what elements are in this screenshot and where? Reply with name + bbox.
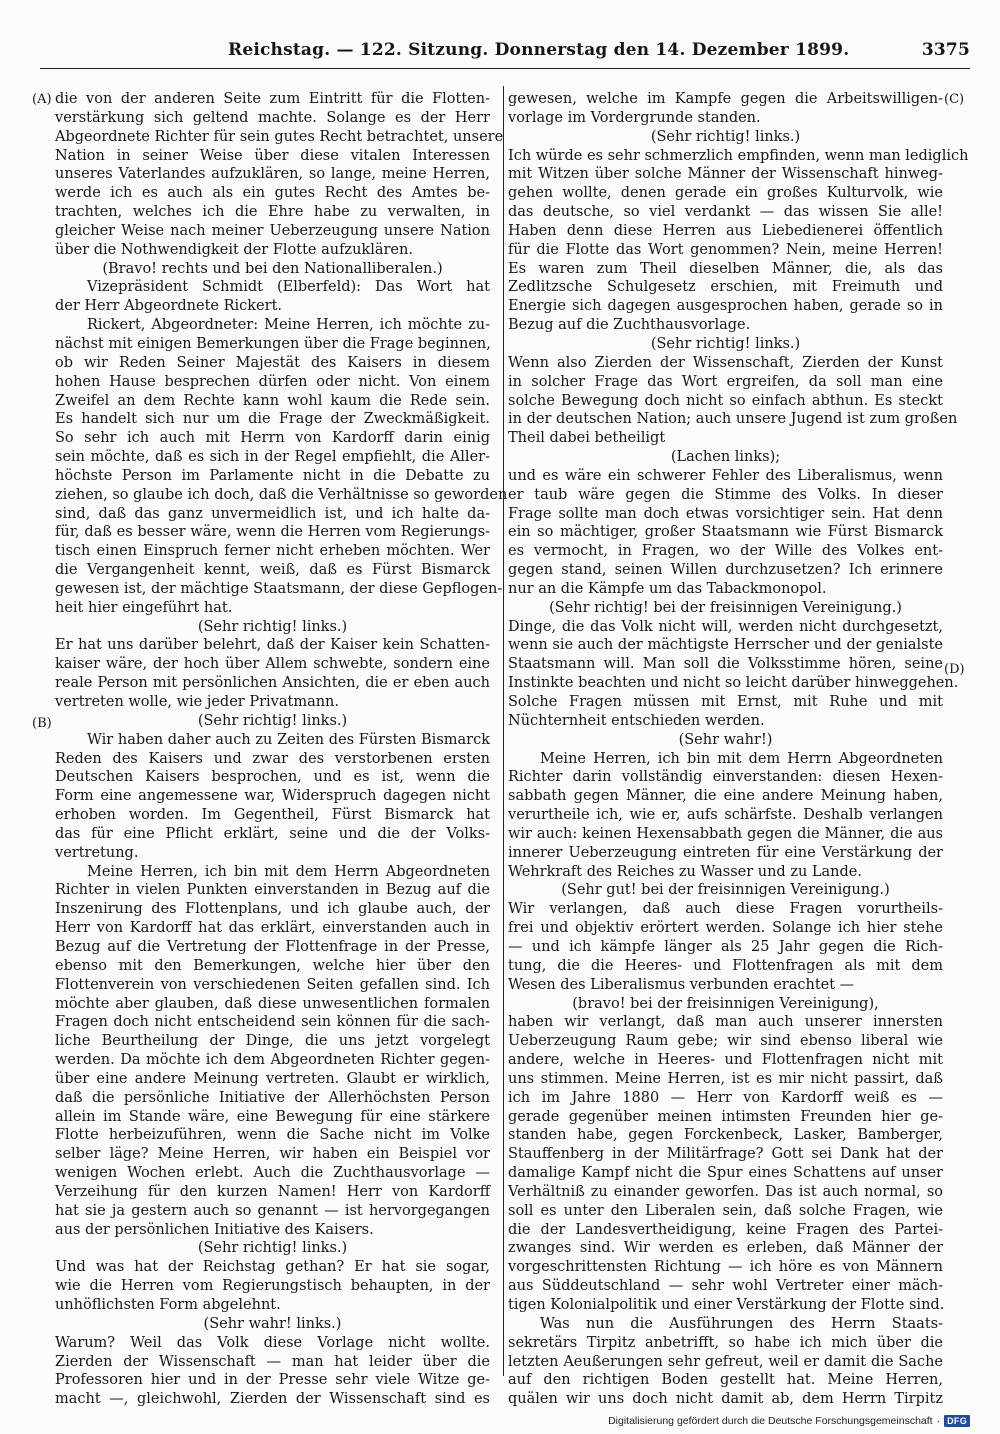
text-line: Es handelt sich nur um die Frage der Zweckmäßigkeit. — [55, 411, 490, 428]
interjection-line: (Sehr richtig! links.) — [197, 712, 348, 729]
text-line: quälen wir uns doch nicht damit ab, dem Herrn Tirpitz — [508, 1391, 943, 1408]
text-line: Er hat uns darüber belehrt, daß der Kaiser kein Schatten- — [55, 637, 490, 654]
text-line: Professoren hier und in der Presse sehr viele Witze ge- — [55, 1372, 490, 1389]
text-line: vertreten wolle, wie jeder Privatmann. — [55, 694, 340, 710]
text-line: über die Nothwendigkeit der Flotte aufzuklären. — [55, 241, 413, 258]
text-line: daß die persönliche Initiative der Allerhöchsten Person — [55, 1089, 490, 1106]
text-line: nur an die Kämpfe um das Tabackmonopol. — [508, 580, 827, 597]
text-line: Wesen des Liberalismus verbunden erachtet — — [508, 976, 855, 993]
text-line: gewesen ist, der mächtige Staatsmann, der diese Gepflogen- — [55, 580, 503, 597]
interjection-line: (Sehr richtig! links.) — [650, 335, 801, 352]
text-line: Bezug auf die Zuchthausvorlage. — [508, 317, 751, 334]
text-line: wir auch: keinen Hexensabbath gegen die Männer, die aus — [508, 825, 943, 842]
text-line: Wir haben daher auch zu Zeiten des Fürsten Bismarck — [87, 731, 490, 748]
text-line: der Herr Abgeordnete Rickert. — [55, 298, 283, 315]
text-line: vorgeschrittensten Richtung — ich höre es von Männern — [508, 1259, 943, 1276]
text-line: Wehrkraft des Reiches zu Wasser und zu Lande. — [508, 863, 862, 880]
text-line: gewesen, welche im Kampfe gegen die Arbeitswilligen- — [508, 91, 943, 107]
text-line: Abgeordnete Richter für sein gutes Recht betrachtet, unsere — [55, 128, 504, 145]
text-line: zwanges sind. Wir werden es erleben, daß Männer der — [508, 1240, 943, 1257]
text-line: — und ich kämpfe länger als 25 Jahr gegen die Rich- — [508, 938, 943, 955]
text-line: Energie sich dagegen ausgesprochen haben, gerade so in — [508, 298, 943, 315]
left-text-column — [55, 90, 508, 1408]
interjection-line: (Bravo! rechts und bei den Nationalliberalen.) — [102, 260, 443, 277]
dfg-logo-icon: DFG — [944, 1415, 970, 1427]
text-line: Fragen doch nicht entscheidend sein können für die sach- — [55, 1014, 490, 1031]
text-line: kaiser wäre, der hoch über Allem schwebte, sondern eine — [55, 656, 490, 673]
text-line: reale Person mit persönlichen Ansichten, die er eben auch — [55, 675, 490, 692]
margin-mark-b: (B) — [32, 716, 52, 731]
text-line: frei und objektiv erörtert werden. Solange ich hier stehe — [508, 920, 943, 937]
interjection-line: (Lachen links); — [670, 449, 781, 466]
text-line: Richter in vielen Punkten einverstanden in Bezug auf die — [55, 882, 490, 899]
text-line: es vermocht, in Fragen, wo der Wille des Volkes ent- — [508, 543, 943, 560]
text-line: gerade gegenüber meinen intimsten Freunden hier ge- — [508, 1108, 943, 1125]
text-line: er taub wäre gegen die Stimme des Volks. In dieser — [508, 486, 943, 503]
text-line: Zweifel an dem Rechte kann wohl kaum die Rede sein. — [55, 392, 490, 409]
text-line: nächst mit einigen Bemerkungen über die Frage beginnen, — [55, 335, 491, 352]
text-line: Stauffenberg in der Militärfrage? Gott sei Dank hat der — [508, 1146, 943, 1163]
text-line: wenn sie auch der mächtigste Herrscher und der genialste — [508, 637, 943, 654]
text-line: Warum? Weil das Volk diese Vorlage nicht wollte. — [55, 1334, 490, 1351]
text-line: Deutschen Kaisers besprochen, und es ist, wenn die — [55, 769, 490, 786]
text-line: für die Flotte das Wort genommen? Nein, meine Herren! — [508, 241, 943, 258]
text-line: Nüchternheit entschieden werden. — [508, 712, 765, 729]
text-line: Haben denn diese Herren aus Liebedienerei öffentlich — [508, 222, 943, 239]
footer-credit — [608, 1414, 970, 1428]
text-line: ziehen, so glaube ich doch, daß die Verhältnisse so geworden — [55, 486, 508, 503]
footer-separator: · — [936, 1415, 941, 1427]
text-line: sind, daß das ganz unvermeidlich ist, und ich halte da- — [55, 505, 490, 522]
text-line: wie die Herren vom Regierungstisch behaupten, in der — [55, 1278, 490, 1295]
text-line: Form eine angemessene war, Widerspruch dagegen nicht — [55, 788, 490, 805]
interjection-line: (Sehr richtig! links.) — [197, 1240, 348, 1257]
text-line: uns stimmen. Meine Herren, ist es mir nicht passirt, daß — [508, 1070, 943, 1087]
text-line: Meine Herren, ich bin mit dem Herrn Abgeordneten — [87, 863, 490, 880]
right-text-column — [508, 90, 969, 1408]
text-line: selber läge? Meine Herren, wir haben ein Beispiel vor — [55, 1146, 490, 1163]
text-line: ich im Jahre 1880 — Herr von Kardorff weiß es — — [508, 1089, 943, 1106]
text-line: tung, die die Heeres- und Flottenfragen als mit dem — [508, 957, 943, 974]
header-rule — [40, 68, 970, 69]
text-line: macht —, gleichwohl, Zierden der Wissenschaft sind es — [55, 1391, 490, 1408]
text-line: tisch einen Einspruch ferner nicht erheben möchten. Wer — [55, 543, 490, 560]
text-line: standen habe, gegen Forckenbeck, Lasker, Bamberger, — [508, 1127, 943, 1144]
text-line: solche Bewegung doch nicht so einfach abthun. Es steckt — [508, 392, 943, 409]
text-line: verurtheile ich, wie er, aufs schärfste. Deshalb verlangen — [508, 807, 943, 824]
text-line: innerer Ueberzeugung eintreten für eine Verstärkung der — [508, 844, 943, 861]
text-line: andere, welche in Heeres- und Flottenfragen nicht mit — [508, 1052, 943, 1069]
text-line: höchste Person im Parlamente nicht in die Debatte zu — [55, 467, 490, 484]
text-line: Inszenirung des Flottenplans, und ich glaube auch, der — [55, 901, 490, 918]
column-divider — [503, 86, 504, 1376]
text-line: ebenso mit den Bemerkungen, welche hier über den — [55, 957, 490, 974]
text-line: vorlage im Vordergrunde standen. — [508, 109, 761, 126]
page-header — [40, 40, 970, 66]
text-line: verstärkung sich geltend machte. Solange es der Herr — [55, 109, 490, 126]
text-line: Verzeihung für den kurzen Namen! Herr von Kardorff — [55, 1183, 490, 1200]
text-line: gehen wollte, denen gerade ein großes Kulturvolk, wie — [508, 185, 943, 202]
text-line: ein so mächtiger, großer Staatsmann wie Fürst Bismarck — [508, 524, 943, 541]
text-line: sein möchte, daß es sich in der Regel empfiehlt, die Aller- — [55, 449, 490, 466]
margin-mark-d: (D) — [944, 662, 965, 677]
interjection-line: (Sehr gut! bei der freisinnigen Vereinigung.) — [561, 882, 890, 899]
text-line: Flottenverein von verschiedenen Seiten gefallen sind. Ich — [55, 976, 490, 993]
text-line: Staatsmann will. Man soll die Volksstimme hören, seine — [508, 656, 943, 673]
text-line: das für eine Pflicht erklärt, seine und die der Volks- — [55, 825, 490, 842]
text-line: über eine andere Meinung vertreten. Glaubt er wirklich, — [55, 1070, 490, 1087]
text-line: heit hier eingeführt hat. — [55, 599, 233, 616]
running-title: Reichstag. — 122. Sitzung. Donnerstag den 14. Dezember 1899. — [228, 40, 850, 60]
text-line: unseres Vaterlandes aufzuklären, so lange, meine Herren, — [55, 166, 490, 183]
text-line: Was nun die Ausführungen des Herrn Staats- — [540, 1315, 943, 1332]
interjection-line: (Sehr richtig! links.) — [197, 618, 348, 635]
text-line: tigen Kolonialpolitik und einer Verstärkung der Flotte sind. — [508, 1297, 945, 1313]
footer-text: Digitalisierung gefördert durch die Deutsche Forschungsgemeinschaft — [608, 1415, 933, 1427]
text-line: mit Witzen über solche Männer der Wissenschaft hinweg- — [508, 166, 943, 183]
text-line: die der Landesvertheidigung, keine Fragen des Partei- — [508, 1221, 943, 1238]
interjection-line: (Sehr wahr! links.) — [203, 1315, 342, 1332]
text-line: gleicher Weise nach meiner Ueberzeugung unsere Nation — [55, 222, 490, 239]
text-line: für, daß es besser wäre, wenn die Herren vom Regierungs- — [55, 524, 490, 541]
text-line: Richter darin vollständig einverstanden: diesen Hexen- — [508, 769, 943, 786]
text-line: allein im Stande wäre, eine Bewegung für eine stärkere — [55, 1108, 490, 1125]
text-line: aus der persönlichen Initiative des Kaisers. — [55, 1221, 374, 1238]
text-line: hohen Hause besprechen dürfen oder nicht. Von einem — [55, 373, 490, 390]
text-line: wenigen Wochen erlebt. Auch die Zuchthausvorlage — — [55, 1165, 490, 1182]
text-line: So sehr ich auch mit Herrn von Kardorff darin einig — [55, 430, 490, 447]
text-line: und es wäre ein schwerer Fehler des Liberalismus, wenn — [508, 467, 943, 484]
text-line: Ich würde es sehr schmerzlich empfinden, wenn man lediglich — [508, 147, 969, 164]
interjection-line: (bravo! bei der freisinnigen Vereinigung), — [572, 995, 879, 1012]
page-number: 3375 — [921, 40, 970, 60]
text-line: letzten Aeußerungen sehr gefreut, weil er damit die Sache — [508, 1353, 943, 1370]
text-line: Dinge, die das Volk nicht will, werden nicht durchgesetzt, — [508, 618, 943, 635]
text-line: Es waren zum Theil dieselben Männer, die, als das — [508, 260, 943, 277]
text-line: Instinkte beachten und nicht so leicht darüber hinweggehen. — [508, 675, 959, 692]
text-line: damalige Kampf nicht die Spur eines Schattens auf unser — [508, 1165, 943, 1182]
text-line: sekretärs Tirpitz anbetrifft, so habe ich mich über die — [508, 1334, 943, 1351]
text-line: erhoben worden. Im Gegentheil, Fürst Bismarck hat — [55, 807, 490, 824]
text-line: trachten, welches ich die Ehre habe zu verwalten, in — [55, 204, 490, 221]
margin-mark-c: (C) — [944, 92, 965, 107]
text-line: in solcher Frage das Wort ergreifen, da soll man eine — [508, 373, 943, 390]
text-line: Ueberzeugung Raum gebe; wir sind ebenso liberal wie — [508, 1033, 943, 1050]
text-line: das deutsche, so viel verdankt — das wissen Sie alle! — [508, 204, 943, 221]
text-line: Meine Herren, ich bin mit dem Herrn Abgeordneten — [540, 750, 943, 767]
text-line: Zierden der Wissenschaft — man hat leider über die — [55, 1353, 490, 1370]
interjection-line: (Sehr wahr!) — [678, 731, 773, 748]
text-line: soll es unter den Liberalen sein, daß solche Fragen, wie — [508, 1202, 943, 1219]
text-line: liche Beurtheilung der Dinge, die uns jetzt vorgelegt — [55, 1033, 490, 1050]
text-line: auf den richtigen Boden gestellt hat. Meine Herren, — [508, 1372, 943, 1389]
text-line: möchte aber glauben, daß diese unwesentlichen formalen — [55, 995, 490, 1012]
text-line: Reden des Kaisers und zwar des verstorbenen ersten — [55, 750, 490, 767]
text-line: Flotte herbeizuführen, wenn die Sache nicht im Volke — [55, 1127, 490, 1144]
text-line: vertretung. — [55, 844, 139, 861]
text-line: sabbath gegen Männer, die eine andere Meinung haben, — [508, 788, 943, 805]
text-line: ob wir Reden Seiner Majestät des Kaisers in diesem — [55, 354, 490, 371]
text-line: Und was hat der Reichstag gethan? Er hat sie sogar, — [55, 1259, 490, 1276]
text-line: hat sie ja gestern auch so genannt — ist hervorgegangen — [55, 1202, 490, 1219]
text-line: werden. Da möchte ich dem Abgeordneten Richter gegen- — [55, 1052, 490, 1069]
text-line: aus Süddeutschland — sehr wohl Vertreter einer mäch- — [508, 1278, 943, 1295]
text-line: Bezug auf die Vertretung der Flottenfrage in der Presse, — [55, 938, 490, 955]
text-line: Rickert, Abgeordneter: Meine Herren, ich möchte zu- — [87, 317, 490, 334]
text-line: in der deutschen Nation; auch unsere Jugend ist zum großen — [508, 411, 958, 428]
text-line: Herr von Kardorff hat das erklärt, einverstanden auch in — [55, 920, 490, 937]
text-line: Wir verlangen, daß auch diese Fragen vorurtheils- — [508, 901, 943, 918]
margin-mark-a: (A) — [32, 92, 52, 107]
text-line: Theil dabei betheiligt — [508, 430, 666, 447]
text-line: Solche Fragen müssen mit Ernst, mit Ruhe und mit — [508, 694, 943, 710]
text-line: Frage sollte man doch etwas vorsichtiger sein. Hat denn — [508, 505, 943, 522]
text-line: werde ich es auch als ein gutes Recht des Amtes be- — [55, 185, 490, 202]
text-line: Verhältniß zu einander geworfen. Das ist auch normal, so — [508, 1183, 943, 1200]
text-line: Wenn also Zierden der Wissenschaft, Zierden der Kunst — [508, 354, 943, 371]
text-line: gegen stand, seinen Willen durchzusetzen? Ich erinnere — [508, 562, 943, 579]
text-line: Zedlitzsche Schulgesetz erschien, mit Freimuth und — [508, 279, 943, 296]
text-line: unhöflichsten Form abgelehnt. — [55, 1297, 281, 1313]
text-line: Nation in seiner Weise über diese vitalen Interessen — [55, 147, 490, 164]
text-line: die von der anderen Seite zum Eintritt für die Flotten- — [55, 91, 490, 107]
text-line: haben wir verlangt, daß man auch unserer innersten — [508, 1014, 943, 1031]
interjection-line: (Sehr richtig! bei der freisinnigen Vereinigung.) — [549, 599, 902, 616]
text-line: Vizepräsident Schmidt (Elberfeld): Das Wort hat — [87, 279, 490, 296]
interjection-line: (Sehr richtig! links.) — [650, 128, 801, 145]
text-line: die Vergangenheit kennt, weiß, daß es Fürst Bismarck — [55, 562, 490, 579]
